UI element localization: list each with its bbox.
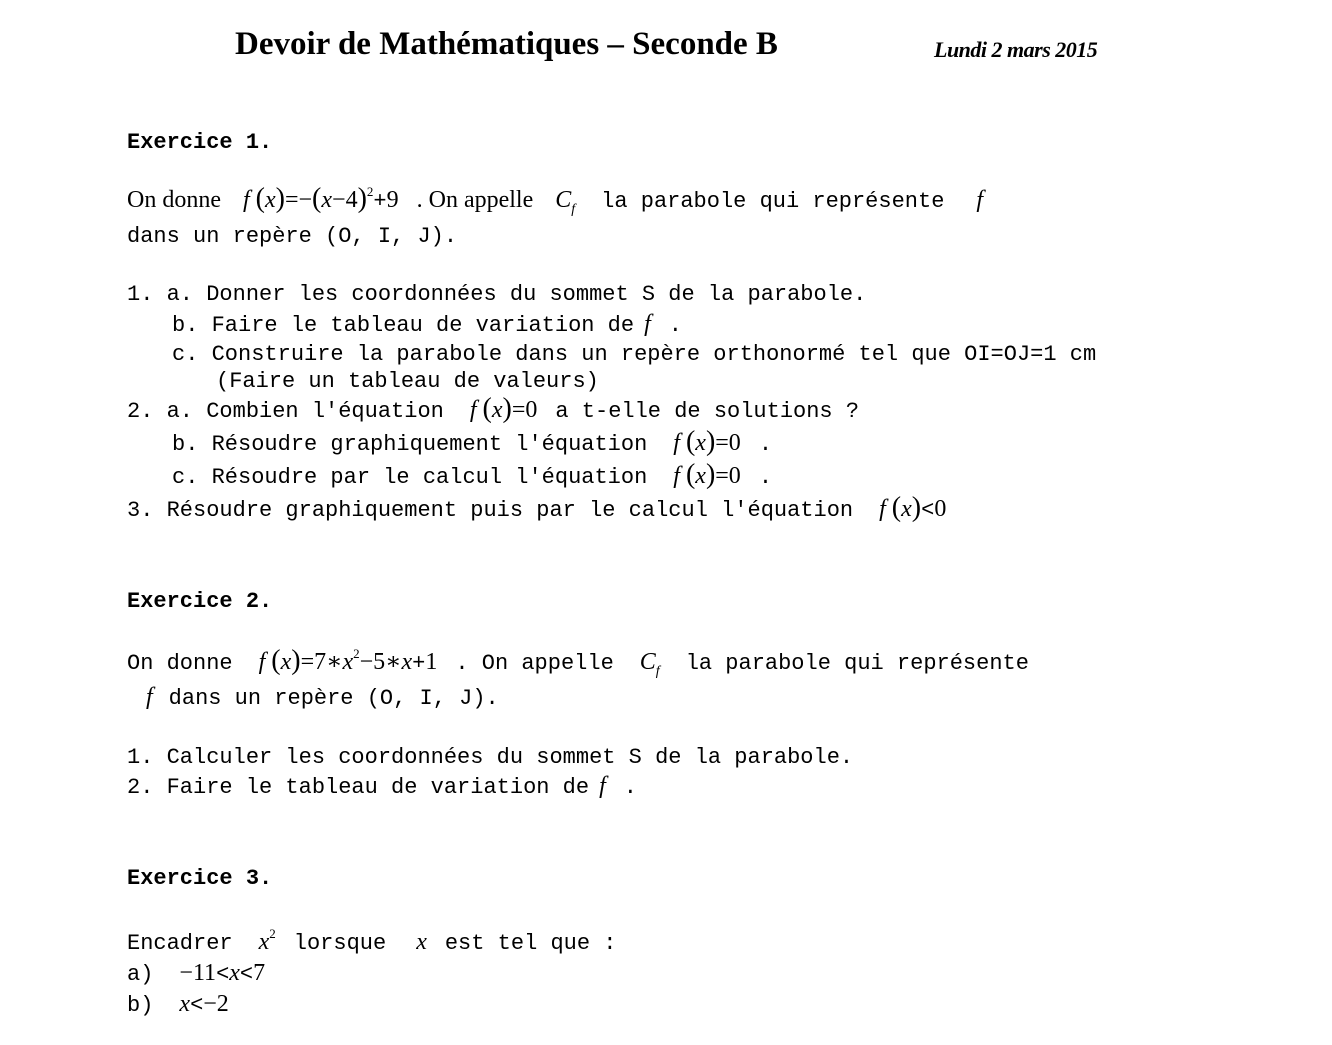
question-2b-end: . [758,432,773,457]
function-definition: f $(x)=7∗x^2-5∗x+1$ [258,645,438,676]
exercise-1-heading: Exercice 1. [127,130,273,155]
question-1b-end: . [668,313,682,338]
exercise-2-intro-line2-wrap [146,684,499,711]
page-title: Devoir de Mathématiques – Seconde B [235,26,778,62]
exercise-1-intro-suffix: la parabole qui représente [601,189,945,214]
question-3 [127,492,947,523]
exercise-3-intro-mid: lorsque [293,931,387,956]
inequality-b: x<−2 [179,991,229,1018]
equation: f (x)=0 [673,459,741,490]
exercise-3-heading: Exercice 3. [127,866,273,891]
question-1c: c. Construire la parabole dans un repère orthonormé tel que OI=OJ=1 cm [172,342,1097,367]
function-symbol: f [599,773,606,799]
exercise-2-intro [127,645,1029,679]
x-squared: $x^2$ [258,926,276,955]
question-2a [127,393,860,424]
function-symbol: f [976,187,984,213]
exercise-3-part-a [127,960,265,987]
question-2c [172,459,773,490]
function-symbol: f [644,311,651,337]
ex2-question-2-text: 2. Faire le tableau de variation de [127,775,590,800]
question-1a: 1. a. Donner les coordonnées du sommet S de la parabole. [127,282,867,307]
exercise-2-intro-mid: . On appelle [455,651,614,676]
curve-name: $C_f$ [639,649,660,679]
exercise-2-heading: Exercice 2. [127,589,273,614]
question-2a-end: a t-elle de solutions ? [555,399,860,424]
ex2-question-2-end: . [623,775,637,800]
function-definition: f $(x)=-(x-4)^2+9$ [242,183,399,214]
exercise-1-intro-mid: . On appelle [416,187,534,213]
part-b-label: b) [127,993,154,1018]
exercise-3-intro-prefix: Encadrer [127,931,233,956]
question-2a-text: 2. a. Combien l'équation [127,399,444,424]
exercise-2-intro-suffix: la parabole qui représente [685,651,1029,676]
question-1c-continued: (Faire un tableau de valeurs) [216,369,599,394]
question-2c-text: c. Résoudre par le calcul l'équation [172,465,648,490]
exercise-2-intro-prefix: On donne [127,651,233,676]
curve-name: $C_f$ [555,187,576,217]
exercise-1-intro-prefix: On donne [127,187,221,213]
exercise-3-part-b [127,991,229,1018]
variable-x: x [416,929,427,955]
exercise-2-intro-line2: dans un repère (O, I, J). [168,686,499,711]
equation: f (x)=0 [673,426,741,457]
inequation: f (x)<0 [879,492,947,523]
date: Lundi 2 mars 2015 [934,37,1098,62]
equation: f (x)=0 [469,393,538,424]
part-a-label: a) [127,962,154,987]
inequality-a: −11<x<7 [179,960,266,987]
exercise-3-intro [127,926,617,956]
exercise-1-intro [127,183,984,217]
question-3-text: 3. Résoudre graphiquement puis par le calcul l'équation [127,498,854,523]
question-2b [172,426,773,457]
question-2b-text: b. Résoudre graphiquement l'équation [172,432,648,457]
exercise-3-intro-suffix: est tel que : [444,931,617,956]
question-2c-end: . [758,465,773,490]
function-symbol: f [146,684,153,710]
ex2-question-2 [127,773,637,800]
question-1b [172,311,682,338]
exercise-1-intro-line2: dans un repère (O, I, J). [127,224,458,249]
ex2-question-1: 1. Calculer les coordonnées du sommet S de la parabole. [127,745,854,770]
question-1b-text: b. Faire le tableau de variation de [172,313,635,338]
